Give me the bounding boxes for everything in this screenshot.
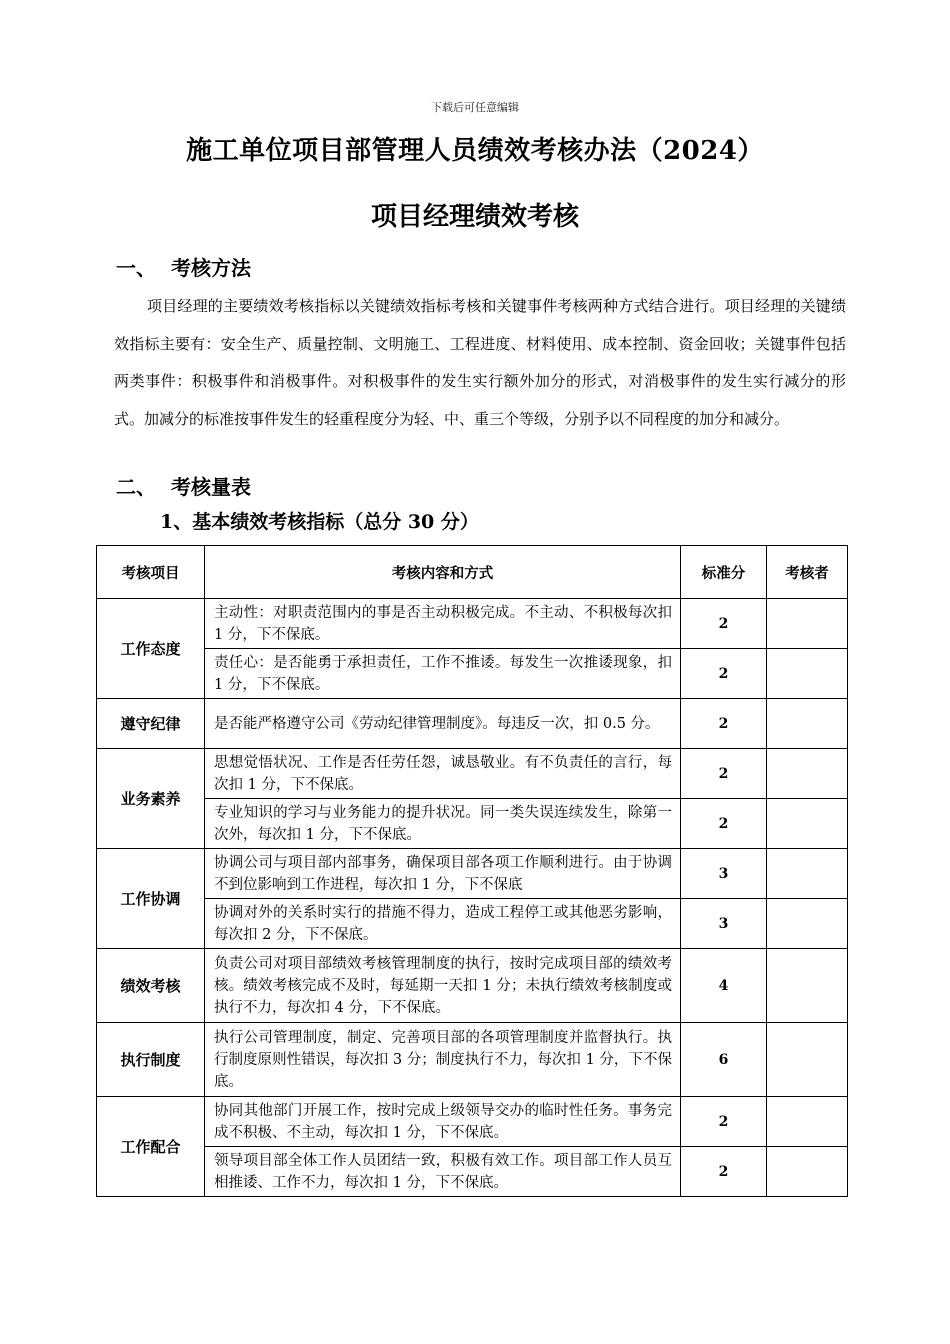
score-cell: 2 [681,1097,767,1147]
table-row [97,649,848,699]
section-heading-scale [116,471,251,500]
score-cell: 2 [681,749,767,799]
table-row [97,799,848,849]
score-cell: 2 [681,599,767,649]
table-header-row [97,546,848,599]
category-cell: 执行制度 [97,1023,205,1097]
table-title: 1、基本绩效考核指标（总分 30 分） [160,511,479,533]
grader-cell[interactable] [767,699,848,749]
section-label: 考核量表 [171,475,251,499]
table-row [97,1097,848,1147]
category-cell: 绩效考核 [97,949,205,1023]
score-cell: 2 [681,1147,767,1197]
content-cell: 主动性：对职责范围内的事是否主动积极完成。不主动、不积极每次扣 1 分，下不保底。 [205,599,681,649]
grader-cell[interactable] [767,649,848,699]
content-cell: 负责公司对项目部绩效考核管理制度的执行，按时完成项目部的绩效考核。绩效考核完成不及时，每延期一天扣 1 分；未执行绩效考核制度或执行不力，每次扣 4 分，下不保底。 [205,949,681,1023]
document-title: 施工单位项目部管理人员绩效考核办法（2024） [186,136,764,166]
header-content: 考核内容和方式 [205,546,681,599]
section-number: 二、 [116,475,156,499]
grader-cell[interactable] [767,749,848,799]
table-row [97,1147,848,1197]
content-cell: 专业知识的学习与业务能力的提升状况。同一类失误连续发生，除第一次外，每次扣 1 分，下不保底。 [205,799,681,849]
grader-cell[interactable] [767,1147,848,1197]
category-cell: 工作协调 [97,849,205,949]
table-row [97,849,848,899]
table-row [97,1023,848,1097]
score-cell: 2 [681,799,767,849]
download-note: 下载后可任意编辑 [431,101,519,114]
header-grader: 考核者 [767,546,848,599]
section-heading-method [116,252,251,281]
content-cell: 协调对外的关系时实行的措施不得力，造成工程停工或其他恶劣影响，每次扣 2 分，下不保底。 [205,899,681,949]
score-cell: 2 [681,699,767,749]
content-cell: 协同其他部门开展工作，按时完成上级领导交办的临时性任务。事务完成不积极、不主动，每次扣 1 分，下不保底。 [205,1097,681,1147]
score-cell: 3 [681,849,767,899]
content-cell: 协调公司与项目部内部事务，确保项目部各项工作顺利进行。由于协调不到位影响到工作进程，每次扣 1 分，下不保底 [205,849,681,899]
grader-cell[interactable] [767,599,848,649]
content-cell: 思想觉悟状况、工作是否任劳任怨，诚恳敬业。有不负责任的言行，每次扣 1 分，下不保底。 [205,749,681,799]
content-cell: 领导项目部全体工作人员团结一致，积极有效工作。项目部工作人员互相推诿、工作不力，每次扣 1 分，下不保底。 [205,1147,681,1197]
grader-cell[interactable] [767,1097,848,1147]
grader-cell[interactable] [767,799,848,849]
category-cell: 工作配合 [97,1097,205,1197]
content-cell: 责任心：是否能勇于承担责任，工作不推诿。每发生一次推诿现象，扣 1 分，下不保底。 [205,649,681,699]
table-row [97,899,848,949]
category-cell: 业务素养 [97,749,205,849]
content-cell: 是否能严格遵守公司《劳动纪律管理制度》。每违反一次，扣 0.5 分。 [205,699,681,749]
table-row [97,949,848,1023]
score-cell: 4 [681,949,767,1023]
header-score: 标准分 [681,546,767,599]
table-row [97,749,848,799]
score-cell: 6 [681,1023,767,1097]
section-label: 考核方法 [171,256,251,280]
intro-paragraph: 项目经理的主要绩效考核指标以关键绩效指标考核和关键事件考核两种方式结合进行。项目经理的关键绩效指标主要有：安全生产、质量控制、文明施工、工程进度、材料使用、成本控制、资金回收；关键事件包括两类事件：积极事件和消极事件。对积极事件的发生实行额外加分的形式，对消极事件的发生实行减分的形式。加减分的标准按事件发生的轻重程度分为轻、中、重三个等级，分别予以不同程度的加分和减分。 [114,297,846,428]
score-cell: 2 [681,649,767,699]
kpi-table [96,545,848,1197]
table-row [97,699,848,749]
category-cell: 遵守纪律 [97,699,205,749]
grader-cell[interactable] [767,849,848,899]
grader-cell[interactable] [767,899,848,949]
content-cell: 执行公司管理制度，制定、完善项目部的各项管理制度并监督执行。执行制度原则性错误，每次扣 3 分；制度执行不力，每次扣 1 分，下不保底。 [205,1023,681,1097]
section-number: 一、 [116,256,156,280]
header-category: 考核项目 [97,546,205,599]
grader-cell[interactable] [767,949,848,1023]
category-cell: 工作态度 [97,599,205,699]
table-row [97,599,848,649]
grader-cell[interactable] [767,1023,848,1097]
score-cell: 3 [681,899,767,949]
document-subtitle: 项目经理绩效考核 [370,202,579,232]
